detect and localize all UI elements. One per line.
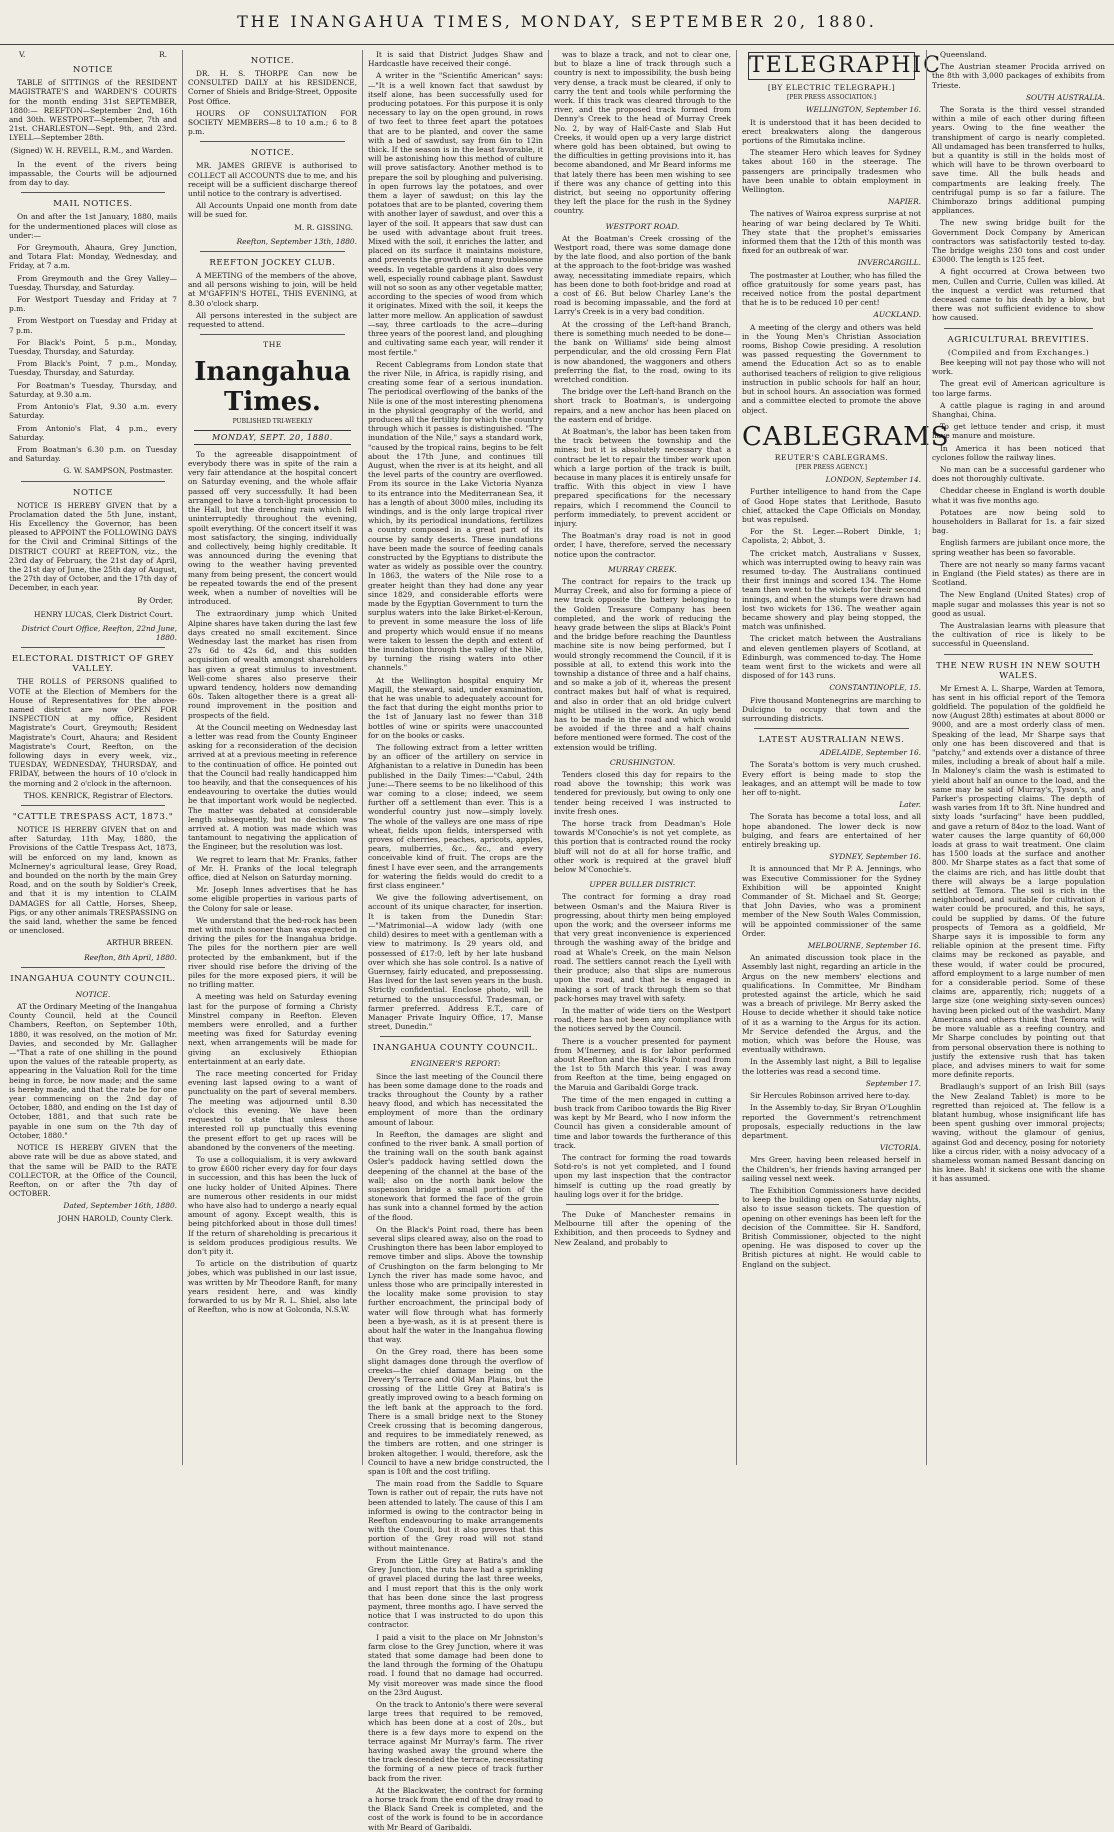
council-heading: INANGAHUA COUNTY COUNCIL. — [372, 1043, 539, 1054]
article-paragraph: We understand that the bed-rock has been met with much sooner than was expected in driving the piles for the Inangahua bridge. The piles for the northern pier are well protected by the embankment, but if the river should rise before the driving of the piles for the more exposed piers, it will be no trifling matter. — [188, 915, 357, 990]
article-paragraph: The cricket match between the Australians and eleven gentlemen players of Scotland, at Edinburgh, was commenced to-day. The Home team went first to the wickets and were all disposed of for 143 runs. — [742, 634, 921, 681]
issue-dateline: MONDAY, SEPT. 20, 1880. — [194, 430, 351, 445]
section-heading: MURRAY CREEK. — [608, 564, 677, 574]
dateline: AUCKLAND. — [873, 310, 921, 320]
dateline: LONDON, September 14. — [825, 475, 921, 485]
article-paragraph: The contract for repairs to the track up Murray Creek, and also for forming a piece of new track opposite the battery belonging to the Golden Treasure Company has been completed, and the work of reducing the heavy grade between the slips at Black's Point and the bridge before reaching the Dauntless machine site is now being performed, but I would strongly recommend the Council, if it is possible at all, to extend this work into the township a distance of three and a half chains, and so make a job of it, whereas the present contract makes but half of what is required, and also in order that an old bridge culvert might be utilised in the work. An ugly bend has to be made in the road and which would be avoided if the three and a half chains before mentioned were formed. The cost of the extension would be trifling. — [554, 576, 731, 752]
court-sittings-text: TABLE of SITTINGS of the RESIDENT MAGISTRATE'S and WARDEN'S COURTS for the month ending 31st SEPTEMBER, 1880:— REEFTON—September 2nd, 16th and 30th. WESTPORT—September, 7th and 21st. CHARLESTON—Sept. 9th, and 23rd. LYELL—September 28th. — [9, 78, 177, 143]
article-paragraph: Recent Cablegrams from London state that the river Nile, in Africa, is rapidly rising, and creating some fear of a serious inundation. The periodical overflowing of the banks of the Nile is one of the most interesting phenomena in the physical geography of the world, and produces all the fertility for which the country through which it passes is distinguished. "The inundation of the Nile," says a standard work, "caused by the tropical rains, begins to be felt about the 17th June, and continues till August, when the river is at its height, and all the level parts of the country are overflowed. From its source in the Lake Victoria Nyanza to its entrance into the Mediterranean Sea, it has a length of about 3000 miles, including its windings, and is the only large tropical river which, by its periodical inundations, fertilizes a country composed in a great part of its course by sandy deserts. These inundations have been made the source of feeding canals constructed by the Egyptians to distribute the water as widely as possible over the country. In 1863, the waters of the Nile rose to a greater height than they had done any year since 1829, and considerable efforts were made by the Egyptian Government to turn the surplus waters into the lake Birket-el-Keroun, to prevent in some measure the loss of life and property which would ensue if no means were taken to lessen the depth and extent of the inundation through the valley of the Nile, by turning the rising waters into other channels." — [368, 359, 543, 673]
article-paragraph: The time of the men engaged in cutting a bush track from Cariboo towards the Big River was kept by Mr Beard, who I now inform the Council has given a considerable amount of time and labor towards the furtherance of this track. — [554, 1094, 731, 1150]
article-paragraph: It is said that District Judges Shaw and Hardcastle have received their congé. — [368, 50, 543, 69]
article-paragraph: The Boatman's dray road is not in good order, I have, therefore, served the necessary notice upon the contractor. — [554, 531, 731, 559]
proclamation-text: NOTICE IS HEREBY GIVEN that by a Proclamation dated the 5th June, instant, His Excellency the Governor, has been pleased to APPOINT the FOLLOWING DAYS for the Civil and Criminal Sittings of the DISTRICT COURT at REEFTON, viz., the 23rd day of February, the 21st day of April, the 21st day of June, the 25th day of August, the 27th day of October, and the 17th day of December, in each year. — [9, 500, 177, 593]
article-paragraph: A fight occurred at Crowa between two men, Cullen and Currie, Cullen was killed. At the inquest a verdict was returned that deceased came to his death by a blow, but there was not sufficient evidence to show how caused. — [932, 267, 1105, 323]
notice-heading: NOTICE — [72, 487, 114, 498]
article-paragraph: To the agreeable disappointment of everybody there was in spite of the rain a very fair attendance at the hospital concert on Saturday evening, and the whole affair passed off very successfully. It had been arranged to have a torch-light procession to the Hall, but the drenching rain which fell uninterruptedly throughout the evening, spoilt everything. Of the concert itself it was most satisfactory, the singing, individually and collectively, being highly creditable. It was announced during the evening that owing to the weather having prevented many from being present, the concert would be repeated towards the end of the present week, when a number of novelties will be introduced. — [188, 449, 357, 607]
brevity-item: There are not nearly so many farms vacant in England (the Field states) as there are in Scotland. — [932, 559, 1105, 588]
cablegrams-press: [PER PRESS AGENCY.] — [796, 463, 867, 471]
column-4 — [548, 50, 736, 1465]
cattle-trespass-heading: "CATTLE TRESPASS ACT, 1873." — [12, 812, 174, 822]
article-paragraph: Tenders closed this day for repairs to the road above the township; this work was tendered for previously, but owing to only one tender being received I was instructed to invite fresh ones. — [554, 770, 731, 816]
article-paragraph: A writer in the "Scientific American" says:—"It is a well known fact that sawdust by itself alone, has been successfully used for producing potatoes. For this purpose it is only necessary to lay on the open ground, in rows of two feet to three feet apart the potatoes that are to be planted, and cover the same with a bed of sawdust, say from 6in to 12in thick. If the season is in the least favorable, it will be astonishing how this method of culture will prove satisfactory. Another method is to prepare the soil by ploughing and pulverising. In open furrows lay the potatoes, and over them a layer of sawdust; on this lay the potatoes that are to be planted, covering them with another layer of sawdust, and over this a layer of the soil. It appears that saw dust can be used with advantage about fruit trees. Mixed with the soil, it enriches the latter, and placed on its surface it maintains moisture, and prevents the growth of many troublesome weeds. In vegetable gardens it also does very well, especially round cabbage plant. Sawdust will not so soon as any other vegetable matter, according to the species of wood from which it originates. Mixed with the soil, it keeps the latter more mellow. An application of sawdust—say, three cartloads to the acre—during three years of the poorest land, and ploughing and cultivating same each year, will render it most fertile." — [368, 71, 544, 357]
article-paragraph: Further intelligence to hand from the Cape of Good Hope states that Lerithode, Basuto chief, attacked the Cape Officials on Monday, but was repulsed. — [742, 487, 921, 524]
column-2 — [182, 50, 362, 1465]
article-paragraph: To article on the distribution of quartz jobes, which was published in our last issue, was written by Mr Theodore Ranft, for many years resident here, and was kindly forwarded to us by Mr R. L. Shiel, also late of Reefton, who is now at Golconda, N.S.W. — [188, 1259, 357, 1315]
notice-heading: NOTICE — [72, 65, 114, 76]
county-sign: JOHN HAROLD, County Clerk. — [58, 1213, 173, 1223]
mail-item: On and after the 1st January, 1880, mails for the undermentioned places will close as under:— — [9, 212, 177, 240]
latest-news-heading: LATEST AUSTRALIAN NEWS. — [758, 735, 905, 746]
mail-item: For Westport Tuesday and Friday at 7 p.m. — [9, 295, 177, 314]
proclamation-sign: HENRY LUCAS, Clerk District Court. — [34, 609, 173, 619]
article-paragraph: At the crossing of the Left-hand Branch, there is something much needed to be done—the bank on Williams' side being almost perpendicular, and the old crossing Fern Flat is now abandoned, the waggoners and others preferring the flat, to the road, owing to its wretched condition. — [554, 319, 731, 384]
telegraphic-press: [PER PRESS ASSOCIATION.] — [787, 94, 876, 102]
engineer-report-heading: ENGINEER'S REPORT: — [410, 1059, 501, 1069]
brevity-item: The great evil of American agriculture is too large farms. — [932, 379, 1105, 398]
mail-item: From Boatman's 6.30 p.m. on Tuesday and Saturday. — [9, 444, 177, 464]
notice-v-left: V. — [19, 50, 26, 59]
masthead: THE INANGAHUA TIMES, MONDAY, SEPTEMBER 20, 1880. — [0, 0, 1114, 45]
telegraphic-heading: TELEGRAPHIC — [749, 53, 942, 78]
consultation-hours: HOURS OF CONSULTATION FOR SOCIETY MEMBERS—8 to 10 a.m.; 6 to 8 p.m. — [188, 108, 357, 137]
dateline: ADELAIDE, September 16. — [819, 748, 921, 758]
grieve-sign: M. R. GISSING. — [294, 222, 353, 232]
article-paragraph: The bridge over the Left-hand Branch on the short track to Boatman's, is undergoing repairs, and a new anchor has been placed on the eastern end of bridge. — [554, 387, 731, 424]
article-paragraph: The steamer Hero which leaves for Sydney takes about 160 in the steerage. The passengers are principally tradesmen who have been unable to obtain employment in Wellington. — [742, 148, 921, 195]
article-paragraph: At the Boatman's Creek crossing of the Westport road, there was some damage done by the late flood, and also portion of the bank at the approach to the foot-bridge was washed away, necessitating immediate repairs, which has been done to both foot-bridge and road at a cost of £6. But below Charley Lane's the road is becoming impassable, and the ford at Larry's Creek is in a very bad condition. — [554, 233, 731, 317]
jockey-club-heading: REEFTON JOCKEY CLUB. — [209, 258, 336, 269]
notice-heading: NOTICE. — [250, 56, 295, 66]
article-paragraph: In the Assembly last night, a Bill to legalise the lotteries was read a second time. — [742, 1057, 921, 1076]
jockey-club-text-2: All persons interested in the subject are requested to attend. — [188, 310, 357, 330]
article-paragraph: The contract for forming the road towards Sotd-ro's is not yet completed, and I found upon my last inspection that the contractor himself is cutting up the road greatly by hauling logs over it for the bridge. — [554, 1152, 731, 1199]
brevity-item: A cattle plague is raging in and around Shanghai, China. — [932, 400, 1105, 419]
article-paragraph: It is understood that it has been decided to erect breakwaters along the dangerous portions of the Rimutaka incline. — [742, 117, 921, 146]
article-paragraph: Mr Ernest A. L. Sharpe, Warden at Temora, has sent in his official report of the Temora goldfield. The population of the goldfield he now (August 28th) estimates at about 8000 or 9000, and are a most orderly class of men. Speaking of the lead, Mr Sharpe says that only one has been discovered and that is "patchy," and extends over a distance of three miles, including a break of about half a mile. In Maloney's claim the wash is estimated to yield about half an ounce to the load, and the same may be said of Murray's, Tyson's, and Parker's prospecting claims. The depth of wash varies from 1ft to 3ft. Nine hundred and sixty loads "surfacing" have been puddled, and gave a return of 84oz to the load. Want of water causes the large quantity of 60,000 loads at grass to wait treatment. One claim has 1500 loads at the surface and another 800. Mr Sharpe states as a fact that some of the claims are rich, and has little doubt that there will always be a large population settled at Temora. The soil is rich in the neighborhood, and suitable for cultivation if water could be procured, and this, he says, could be supplied by dams. Of the future prospects of Temora as a goldfield, Mr Sharpe says it is impossible to form any reliable opinion at the present time. Fifty claims may be reckoned as payable, and these would, if water could be procured, afford employment to a large number of men for a considerable period. Some of these claims are, apparently, rich; nuggets of a large size (one weighing sixty-seven ounces) having been picked out of the washdirt. Many Americans and others think that Temora will be more valuable as a reefing country, and Mr Sharpe concludes by pointing out that from personal observation there is nothing to justify the extensive rush that has taken place, and advises miners to wait for some more definite reports. — [932, 683, 1105, 1080]
article-paragraph: Since the last meeting of the Council there has been some damage done to the roads and tracks throughout the County by a rather heavy flood, and which has necessitated the employment of more than the ordinary amount of labour. — [368, 1071, 543, 1127]
article-paragraph: The Austrian steamer Procida arrived on the 8th with 3,000 packages of exhibits from Trieste. — [932, 62, 1105, 90]
brevity-item: In America it has been noticed that cyclones follow the railway lines. — [932, 443, 1105, 462]
mail-sign: G. W. SAMPSON, Postmaster. — [63, 466, 173, 476]
article-paragraph: At the Blackwater, the contract for forming a horse track from the end of the dray road to the Black Sand Creek is completed, and the cost of the work is found to be in accordance with Mr Beard of Garibaldi. — [368, 1785, 543, 1832]
article-paragraph: On the Black's Point road, there has been several slips cleared away, also on the road to Crushington there has been labor employed to remove timber and slips. Above the township of Crushington on the farm belonging to Mr Lynch the river has made some havoc, and unless those who are principally interested in the locality make some provision to stay further encroachment, the principal body of water will flow through what has formerly been a bye-wash, as it is at present there is about half the water in the Inangahua flowing that way. — [368, 1224, 543, 1345]
county-council-heading: INANGAHUA COUNTY COUNCIL. — [10, 973, 176, 984]
county-notice-heading: NOTICE. — [75, 989, 111, 999]
county-dated: Dated, September 16th, 1880. — [63, 1201, 177, 1211]
cablegrams-heading: CABLEGRAMS — [742, 421, 950, 452]
column-3 — [362, 50, 548, 1832]
article-paragraph: From the Little Grey at Batira's and the Grey Junction, the ruts have had a sprinkling of gravel placed during the last three weeks, and I must report that this is the only work that has been done since the last progress payment, three months ago. I have served the notice that I was instructed to do upon this contractor. — [368, 1555, 543, 1630]
electoral-heading: ELECTORAL DISTRICT OF GREY VALLEY. — [11, 654, 175, 675]
electoral-sign: THOS. KENRICK, Registrar of Electors. — [23, 790, 173, 800]
article-paragraph: The race meeting concerted for Friday evening last lapsed owing to a want of punctuality on the part of several members. The meeting was adjourned until 8.30 o'clock this evening. We have been requested to state that unless those interested roll up punctually this evening the present effort to get up races will be abandoned by the conveners of the meeting. — [188, 1069, 357, 1152]
cablegrams-subheading: REUTER'S CABLEGRAMS. — [774, 452, 889, 462]
article-paragraph: The Sorata is the third vessel stranded within a mile of each other during fifteen years. Owing to the fine weather the transhipment of cargo is nearly completed. All undamaged has been transferred to hulks, but a quantity is still in the holds most of which will have to be thrown overboard to save time. All the bulk heads and compartments are leaking freely. The centrifugal pump is so far a failure. The Chimborazo brings additional pumping appliances. — [932, 105, 1105, 216]
dateline: WELLINGTON, September 16. — [805, 105, 921, 115]
article-paragraph: At the Wellington hospital enquiry Mr Magill, the steward, said, under examination, that he was unable to adequately account for the fact that during the eight months prior to the 1st of January last no fewer than 318 bottles of wine or spirits were unaccounted for on the books or casks. — [368, 675, 543, 740]
section-heading: WESTPORT ROAD. — [605, 221, 680, 231]
notice-heading: NOTICE. — [250, 148, 295, 159]
mail-notices-heading: MAIL NOTICES. — [53, 199, 133, 210]
article-paragraph: The postmaster at Louther, who has filled the office gratuitously for some years past, has received notice from the postal department that he is to be reduced 10 per cent! — [742, 270, 921, 308]
article-paragraph: Mr. Joseph Innes advertises that he has some eligible properties in various parts of the Colony for sale or lease. — [188, 885, 357, 913]
electoral-text: THE ROLLS of PERSONS qualified to VOTE at the Election of Members for the House of Representatives for the above-named district are now OPEN FOR INSPECTION at my office, Resident Magistrate's Court, Greymouth; Resident Magistrate's Court, Ahaura; and Resident Magistrate's Court, Reefton, on the following days in every week, viz., TUESDAY, WEDNESDAY, THURSDAY, and FRIDAY, between the hours of 10 o'clock in the morning and 2 o'clock in the afternoon. — [9, 677, 177, 788]
dateline: CONSTANTINOPLE, 15. — [829, 683, 921, 693]
article-paragraph: At the Council meeting on Wednesday last a letter was read from the County Engineer asking for a reconsideration of the decision arrived at at a previous meeting in reference to the continuation of office. He pointed out that the Council had really handicapped him too heavily, and that the consequences of his endeavouring to overtake the duties would be that important work would be neglected. The matter was debated at considerable length subsequently, but no decision was arrived at. A motion was made which was tantamount to negativing the application of the Engineer, but the resolution was lost. — [188, 722, 357, 852]
cattle-trespass-place: Reefton, 8th April, 1880. — [84, 952, 177, 962]
article-paragraph: The Duke of Manchester remains in Melbourne till after the opening of the Exhibition, and then proceeds to Sydney and New Zealand, and probably to — [554, 1209, 731, 1247]
article-paragraph: The Exhibition Commissioners have decided to keep the building open on Saturday nights, also to issue season tickets. The question of opening on other evenings has been left for the decision of the Committee. Sir H. Sandford, British Commissioner, objected to the night opening. He was disposed to cover up the British pictures at night. He would cable to England on the subject. — [742, 1185, 921, 1269]
article-paragraph: Bradlaugh's support of an Irish Bill (says the New Zealand Tablet) is more to be regretted than rejoiced at. The fellow is a blatant humbug, whose insignificant life has been spent gushing over immoral projects; waving, without the glamour of genius, against God and decency, posing for notoriety like a circus rider, with a noisy advocacy of a shameless woman named Bessant dancing on his knee. Bah! it sickens one with the shame it has assumed. — [932, 1082, 1105, 1184]
article-paragraph: On the Grey road, there has been some slight damages done through the overflow of creeks—the chief damage being on the Devery's Terrace and Old Man Plains, but the crossing of the Little Grey at Batira's is greatly improved owing to a beach forming on the left bank at the approach to the ford. There is a small bridge next to the Stoney Creek crossing that is becoming dangerous, and requires to be immediately renewed, as the timbers are rotten, and one stringer is broken altogether. I would, therefore, ask the Council to have a new bridge constructed, the span is 10ft and the cost trifling. — [368, 1347, 543, 1477]
article-paragraph: A meeting was held on Saturday evening last for the purpose of forming a Christy Minstrel company in Reefton. Eleven members were enrolled, and a further meeting was fixed for Saturday evening next, when arrangements will be made for giving an exclusively Ethiopian entertainment at an early date. — [188, 992, 357, 1066]
brevity-item: Bee keeping will not pay those who will not work. — [932, 357, 1105, 377]
article-paragraph: At Boatman's, the labor has been taken from the track between the township and the mines; but it is absolutely necessary that a contract be let to repair the timber work upon which a large portion of the track is built, because in many places it is entirely unsafe for traffic. With this object in view I have prepared specifications for the necessary repairs, which I recommend the Council to perform immediately, to prevent accident or injury. — [554, 426, 731, 528]
article-paragraph: The Sorata has become a total loss, and all hope abandoned. The lower deck is now bulging, and fears are entertained of her entirely breaking up. — [742, 812, 921, 850]
agricultural-heading: AGRICULTURAL BREVITIES. — [947, 334, 1090, 345]
mail-item: For Black's Point, 5 p.m., Monday, Tuesday, Thursday, and Saturday. — [9, 337, 177, 357]
court-sittings-note: In the event of the rivers being impassable, the Courts will be adjourned from day to day. — [9, 159, 177, 188]
dateline: MELBOURNE, September 16. — [807, 941, 921, 951]
article-paragraph: The cricket match, Australians v Sussex, which was interrupted owing to heavy rain was resumed to-day. The Australians continued their first innings and scored 134. The Home team then went to the wickets for their second innings, and when the stumps were drawn had lost two wickets for 136. The weather again became showery and play being stopped, the match was unfinished. — [742, 548, 921, 632]
article-paragraph: The horse track from Deadman's Hole towards M'Conochie's is not yet complete, as this portion that is contracted round the rocky bluff will not do at all for horse traffic, and other work is required at the gravel bluff below M'Conochie's. — [554, 819, 731, 875]
notice-v-right: R. — [159, 50, 167, 59]
court-sittings-sign: (Signed) W. H. REVELL, R.M., and Warden. — [10, 145, 173, 155]
new-rush-heading: THE NEW RUSH IN NEW SOUTH WALES. — [936, 660, 1101, 681]
article-paragraph: The extraordinary jump which United Alpine shares have taken during the last few days created no small excitement. Since Wednesday last the market has risen from 27s 6d to 42s 6d, and this sudden acquisition of wealth amongst shareholders has given a great stimulus to investment. Well-come shares also preserve their upward tendency, holders now demanding 60s. Taken altogether there is a great all-round improvement in the position and prospects of the field. — [188, 609, 357, 720]
mail-item: From Greymouth and the Grey Valley—Tuesday, Thursday, and Saturday. — [9, 273, 177, 292]
article-paragraph: We give the following advertisement, on account of its unique character, for insertion. It is taken from the Dunedin Star:—"Matrimonial—A widow lady (with one child) desires to meet with a gentleman with a view to matrimony. Is 29 years old, and possessed of £17:0, left by her late husband over which she has sole control. Is a native of Guernsey, fairly educated, and prepossessing. Has lived for the last seven years in the bush. Strictly confidential. Enclose photo, will be returned to the unsuccessful. Tradesman, or farmer preferred. Address E.T., care of Manager Private Inquiry Office, 17, Manse street, Dunedin." — [368, 893, 543, 1032]
article-paragraph: It is announced that Mr P. A. Jennings, who was Executive Commissioner for the Sydney Exhibition will be appointed Knight Commander of St. Michael and St. George; that John Davies, who was a prominent member of the New South Wales Commission, will be appointed commissioner of the same Order. — [742, 864, 921, 938]
article-paragraph: On the track to Antonio's there were several large trees that required to be removed, which has been done at a cost of 20s., but there is a few days more to expend on the terrace against Mr Murray's farm. The river having washed away the ground where the the track descended the terrace, necessitating the forming of a new piece of track further back from the river. — [368, 1699, 543, 1783]
mail-item: For Boatman's Tuesday, Thursday, and Saturday, at 9.30 a.m. — [9, 380, 177, 399]
brevity-item: English farmers are jubilant once more, the spring weather has been so favorable. — [932, 538, 1105, 557]
article-paragraph: An animated discussion took place in the Assembly last night, regarding an article in the Argus on the new members' elections and qualifications. In Committee, Mr Bindham protested against the article, which he said was a breach of privilege. Mr Berry asked the House to decide whether it should take notice of it as a warning to the Argus for its action. Mr Service defended the Argus, and the motion, which was before the House, was eventually withdrawn. — [742, 953, 921, 1055]
article-paragraph: The main road from the Saddle to Square Town is rather out of repair, the ruts have not been attended to lately. The cause of this I am informed is owing to the contractor being in Reefton endeavouring to make arrangements with the Council, but it also proves that this portion of the Grey road will not stand without maintenance. — [368, 1479, 543, 1553]
paper-subtitle: PUBLISHED TRI-WEEKLY — [232, 418, 313, 426]
article-paragraph: Queensland. — [940, 50, 987, 59]
section-heading: UPPER BULLER DISTRICT. — [589, 880, 696, 890]
article-paragraph: The natives of Wairoa express surprise at not hearing of war being declared by Te Whiti. They state that the prophet's emissaries informed them that the 12th of this month was fixed for an outbreak of war. — [742, 209, 921, 256]
article-paragraph: was to blaze a track, and not to clear one, but to blaze a line of track through such a country is next to impossibility, the bush being very dense, a track must be cleared, if only to carry the tent and tools while performing the work. If this track was cleared through to the river, and the proposed track formed from Denny's Creek to the head of Murray Creek No. 2, by way of Half-Caste and Slab Hut Creeks, it would open up a very large district where gold has been obtained, but owing to the difficulties in getting provisions into it, has become abandoned, and Mr Beard informs me that lately there has been men wishing to see if there was any chance of getting into this district, but seeing no opportunity offering they left the place for the rush in the Sydney country. — [554, 50, 731, 216]
cattle-trespass-text: NOTICE IS HEREBY GIVEN that on and after Saturday, 11th May, 1880, the Provisions of the Cattle Trespass Act, 1873, will be enforced on my land, known as McInerney's agricultural lease, Grey Road, and bounded on the north by the main Grey Road, and on the south by Soldier's Creek, and that it is my intention to CLAIM DAMAGES for all Cattle, Horses, Sheep, Pigs, or any other animals TRESPASSING on the said land, whether the same be fenced or unenclosed. — [9, 825, 177, 936]
article-paragraph: I paid a visit to the place on Mr Johnston's farm close to the Grey Junction, where it was stated that some damage had been done to the land through the forming of the Ohatupu road. I found that no damage had occurred. My visit moreover was made since the flood on the 23rd August. — [368, 1632, 543, 1697]
article-paragraph: In Reefton, the damages are slight and confined to the river bank. A small portion of the training wall on the south bank against Osler's paddock having settled down the deepening of the channel at the base of the wall; also on the north bank below the suspension bridge a small portion of the stonework that formed the face of the groin has sunk into a channel formed by the action of the flood. — [368, 1129, 543, 1222]
the-label: THE — [263, 340, 282, 350]
dateline: VICTORIA. — [879, 1143, 921, 1153]
mail-item: From Black's Point, 7 p.m., Monday, Tuesday, Thursday, and Saturday. — [9, 359, 177, 378]
brevity-item: To get lettuce tender and crisp, it must have manure and moisture. — [932, 422, 1105, 441]
grieve-notice-2: All Accounts Unpaid one month from date will be sued for. — [188, 201, 357, 220]
article-paragraph: A meeting of the clergy and others was held in the Young Men's Christian Association rooms, Bishop Cowie presiding. A resolution was passed requesting the Government to amend the Education Act so as to enable authorised teachers of religion to give religious instruction in public schools for half an hour, but in school hours. An association was formed and a committee elected to promote the above object. — [742, 322, 921, 415]
agricultural-subheading: (Compiled and from Exchanges.) — [947, 347, 1090, 357]
article-paragraph: In the matter of wide tiers on the Westport road, there has not been any compliance with the notices served by the Council. — [554, 1005, 731, 1034]
article-paragraph: For the St. Leger.—Robert Dinkle, 1; Capolista, 2; Abbot, 3. — [742, 527, 921, 546]
dateline: SOUTH AUSTRALIA. — [1025, 92, 1105, 102]
article-paragraph: There is a voucher presented for payment from M'Inerney, and is for labor performed about Reefton and the Black's Point road from the 1st to 5th March this year. I was away from Reefton at the time, being engaged on the Maruia and Garibaldi Gorge track. — [554, 1036, 731, 1092]
dateline: Later. — [899, 800, 921, 810]
proclamation-place: District Court Office, Reefton, 22nd June, 1880. — [21, 623, 177, 643]
article-paragraph: Five thousand Montenegrins are marching to Dulcigno to occupy that town and the surrounding districts. — [742, 695, 921, 723]
brevity-item: Potatoes are now being sold to householders in Ballarat for 1s. a fair sized bag. — [932, 507, 1105, 536]
column-5 — [736, 50, 950, 1465]
dateline: September 17. — [865, 1078, 921, 1088]
county-rate-text: AT the Ordinary Meeting of the Inangahua County Council, held at the Council Chambers, Reefton, on September 10th, 1880, it was resolved, on the motion of Mr. Davies, and seconded by Mr. Gallagher—"That a rate of one shilling in the pound upon the values of the rateable property, as appearing in the Valuation Roll for the time being in force, be now made; and the same is hereby made, and that the rate be for one year commencing on the 2nd day of October, 1880, and ending on the 1st day of October, 1881, and that such rate be payable in one sum on the 7th day of October, 1880." — [9, 1002, 177, 1140]
column-1 — [4, 50, 182, 1465]
article-paragraph: The new swing bridge built for the Government Dock Company by American contractors was satisfactorily tested to-day. The bridge weighs 230 tons and cost under £3000. The length is 125 feet. — [932, 218, 1105, 265]
dateline: INVERCARGILL. — [857, 258, 921, 268]
telegraphic-subheading: [BY ELECTRIC TELEGRAPH.] — [767, 83, 896, 92]
brevity-item: The Australasian learns with pleasure that the cultivation of rice is likely to be successful in Queensland. — [932, 620, 1105, 649]
paper-title: Inangahua Times. — [194, 357, 351, 418]
article-paragraph: The following extract from a letter written by an officer of the artillery on service in Afghanistan to a relative in Dunedin has been published in the Daily Times:—"Cabul, 24th June:—There seems to be no likelihood of this war coming to a close; indeed, we seem further off a settlement than ever. This is a wonderful country just now—simply lovely. The whole of the valleys are one mass of ripe wheat, fields upon fields, interspersed with groves of cherries, peaches, apricots, apples, pears, mulberries, &c., &c., and every conceivable kind of fruit. The crops are the finest I have ever seen, and the arrangements for watering the fields would do credit to a first class engineer." — [368, 743, 543, 891]
brevity-item: Cheddar cheese in England is worth double what it was five months ago. — [932, 486, 1105, 505]
proclamation-order: By Order, — [137, 595, 173, 605]
article-paragraph: The Sorata's bottom is very much crushed. Every effort is being made to stop the leakages, and an attempt will be made to tow her off to-night. — [742, 760, 921, 797]
jockey-club-text: A MEETING of the members of the above, and all persons wishing to join, will be held at M'GAFFIN'S HOTEL, THIS EVENING, at 8.30 o'clock sharp. — [188, 271, 357, 308]
grieve-place: Reefton, September 13th, 1880. — [236, 236, 357, 246]
dateline: NAPIER. — [887, 197, 921, 207]
article-paragraph: The contract for forming a dray road between Osman's and the Maiura River is progressing, about thirty men being employed upon the work; and the overseer informs me that very great inconvenience is experienced through the washing away of the bridge and road at Whale's Creek, on the main Nelson road. The settlers cannot reach the Lyell with their produce; also that slips are numerous upon the road, and that he is engaged in making a sort of track through them so that pack-horses may travel with safety. — [554, 892, 731, 1003]
mail-item: From Antonio's Flat, 4 p.m., every Saturday. — [9, 423, 177, 442]
article-paragraph: Sir Hercules Robinson arrived here to-day. — [750, 1091, 911, 1101]
county-rate-notice: NOTICE IS HEREBY GIVEN that the above rate will be due as above stated, and that the same will be PAID to the RATE COLLECTOR, at the Office of the Council, Reefton, on or after the 7th day of OCTOBER. — [9, 1143, 177, 1199]
thorpe-advert: DR. H. S. THORPE Can now be CONSULTED DAILY at his RESIDENCE, Corner of Shiels and Bridge-Street, Opposite Post Office. — [188, 69, 357, 106]
article-paragraph: In the Assembly to-day, Sir Bryan O'Loughlin reported the Government's retrenchment proposals, especially reductions in the law department. — [742, 1103, 921, 1140]
mail-item: From Westport on Tuesday and Friday at 7 p.m. — [9, 316, 177, 335]
mail-item: From Antonio's Flat, 9.30 a.m. every Saturday. — [9, 402, 177, 421]
article-paragraph: To use a colloquialism, it is very awkward to grow £600 richer every day for four days in succession, and this has been the luck of one lucky holder of United Alpines. There are numerous other residents in our midst who have also had to undergo a nearly equal amount of agony. Except wealth, this is being pitchforked about in those dull times! If the return of shareholding is precarious it is seldom produces prodigious results. We don't pity it. — [188, 1154, 357, 1256]
newspaper-columns — [4, 50, 1110, 1832]
column-6 — [926, 50, 1110, 1465]
dateline: SYDNEY, September 16. — [829, 852, 921, 862]
article-paragraph: We regret to learn that Mr. Franks, father of Mr. H. Franks of the local telegraph office, died at Nelson on Saturday morning. — [188, 854, 357, 883]
cattle-trespass-sign: ARTHUR BREEN. — [106, 938, 173, 948]
brevity-item: No man can be a successful gardener who does not thoroughly cultivate. — [932, 464, 1105, 484]
brevity-item: The New England (United States) crop of maple sugar and molasses this year is not so good as usual. — [932, 590, 1105, 618]
article-paragraph: Mrs Greer, having been released herself in the Children's, her friends having arranged per sailing vessel next week. — [742, 1155, 921, 1183]
mail-item: For Greymouth, Ahaura, Grey Junction, and Totara Flat: Monday, Wednesday, and Friday, at 7 a.m. — [9, 243, 177, 271]
section-heading: CRUSHINGTON. — [609, 757, 676, 767]
grieve-notice: MR. JAMES GRIEVE is authorised to COLLECT all ACCOUNTS due to me, and his receipt will be a sufficient discharge thereof until notice to the contrary is advertised. — [188, 161, 357, 199]
